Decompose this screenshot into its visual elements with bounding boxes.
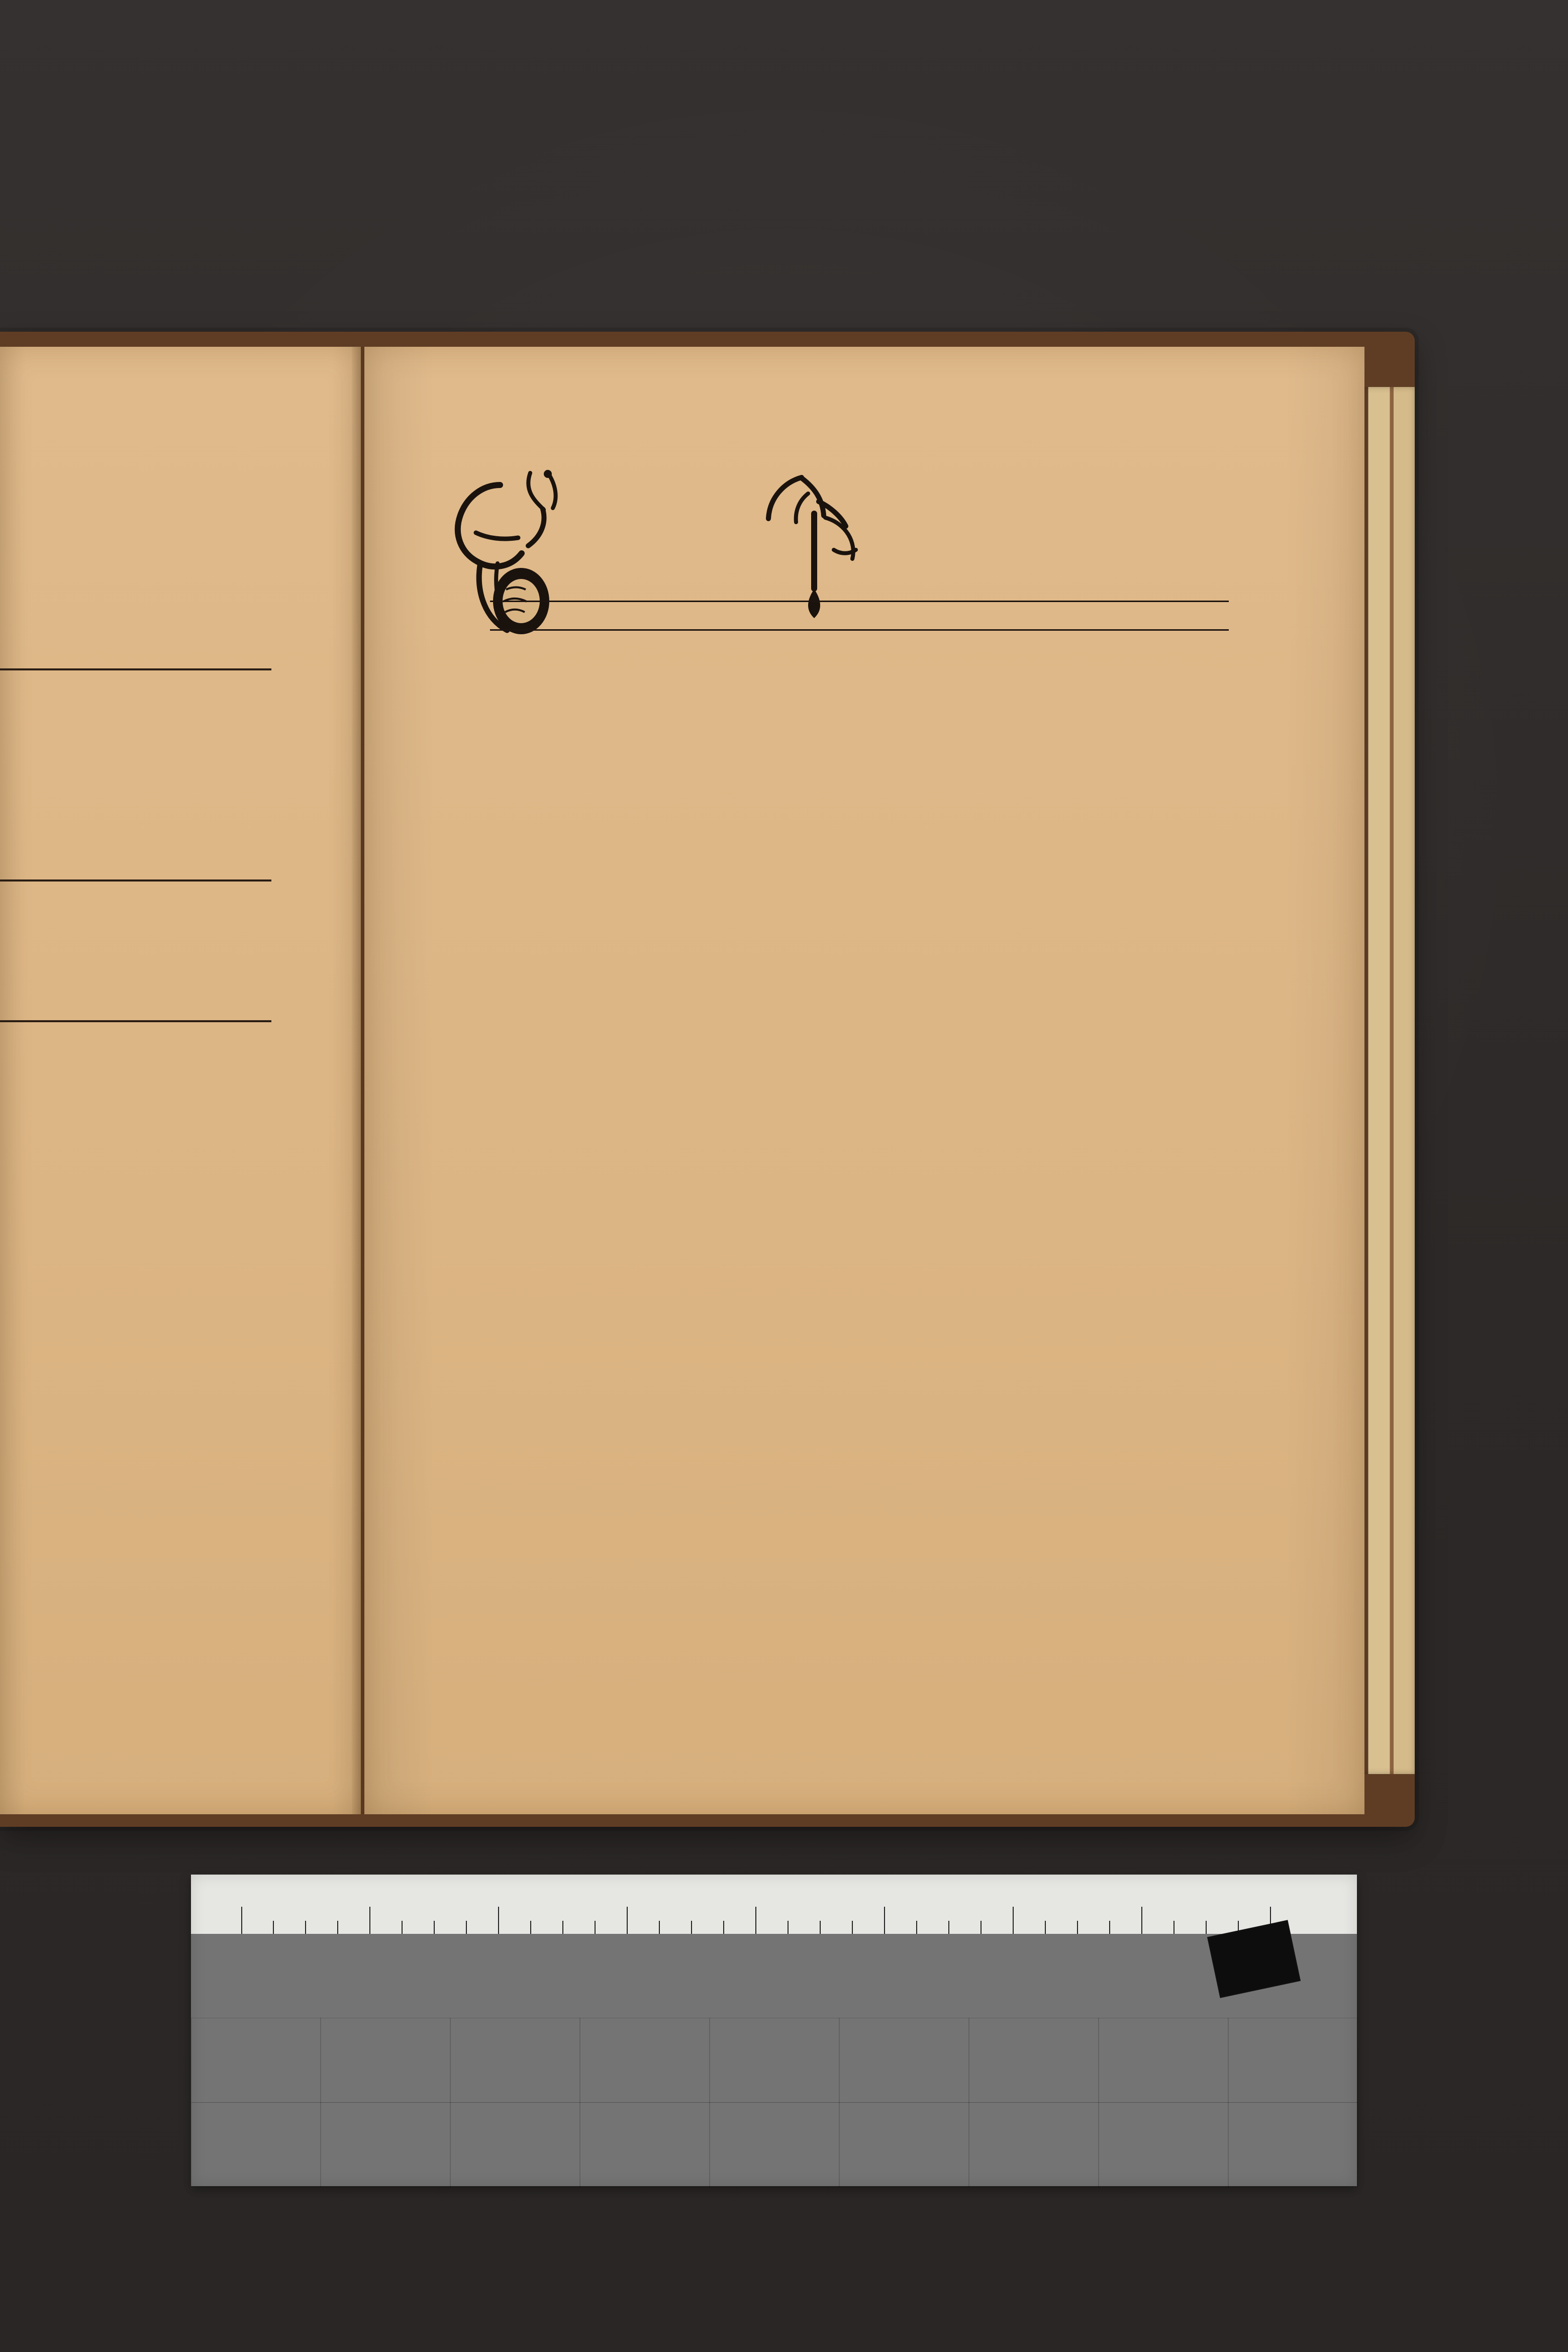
ruler-tick	[273, 1921, 274, 1934]
ruler-tick	[595, 1921, 596, 1934]
ruler-tick	[788, 1921, 789, 1934]
left-column	[475, 648, 847, 658]
swatch-bottom	[1098, 2102, 1229, 2187]
swatch-bottom	[191, 2102, 321, 2187]
ruler-tick	[402, 1921, 403, 1934]
swatch-top	[320, 2018, 451, 2103]
swatch-bottom	[320, 2102, 451, 2187]
ruler-tick	[369, 1907, 370, 1934]
ruler-tick	[723, 1921, 724, 1934]
ruler-tick	[691, 1921, 692, 1934]
swatch-top	[709, 2018, 840, 2103]
swatch-top	[579, 2018, 710, 2103]
swatch-top	[968, 2018, 1099, 2103]
swatch-bottom	[968, 2102, 1099, 2187]
info-bar	[490, 601, 1229, 631]
ruler-tick	[1077, 1921, 1078, 1934]
ruler-tick	[852, 1921, 853, 1934]
swatch-top	[839, 2018, 969, 2103]
ruler-tick	[1109, 1921, 1110, 1934]
swatch-top	[191, 2018, 321, 2103]
ruler-tick	[434, 1921, 435, 1934]
left-page-text	[0, 347, 361, 1814]
ruler-tick	[241, 1907, 242, 1934]
ruler-tick	[1045, 1921, 1046, 1934]
colour-chart	[191, 1875, 1357, 2186]
ruler-tick	[1141, 1907, 1142, 1934]
info-rule-top	[490, 601, 1229, 602]
ruler-tick	[1013, 1907, 1014, 1934]
swatch-top	[1098, 2018, 1229, 2103]
swatch-bottom	[839, 2102, 969, 2187]
ruler-tick	[1173, 1921, 1174, 1934]
ruler-tick	[659, 1921, 660, 1934]
ruler-tick	[562, 1921, 563, 1934]
ruler-tick	[755, 1907, 756, 1934]
swatch-bottom	[579, 2102, 710, 2187]
swatch-labels	[191, 1976, 1357, 2011]
masthead	[425, 460, 1304, 596]
swatch-bottom	[1228, 2102, 1358, 2187]
swatch-top	[1228, 2018, 1358, 2103]
swatch-top	[450, 2018, 580, 2103]
ruler-tick	[820, 1921, 821, 1934]
right-column	[864, 648, 1254, 658]
ruler-tick	[916, 1921, 917, 1934]
book-edge	[1359, 387, 1415, 1774]
ruler-tick	[627, 1907, 628, 1934]
swatch-bottom	[450, 2102, 580, 2187]
swatch-bottom	[709, 2102, 840, 2187]
ruler-tick	[981, 1921, 982, 1934]
left-rule	[0, 879, 271, 881]
swatches	[191, 2018, 1357, 2186]
ruler	[191, 1875, 1357, 1934]
ruler-tick	[466, 1921, 467, 1934]
left-rule	[0, 668, 271, 670]
ruler-tick	[884, 1907, 885, 1934]
ruler-tick	[948, 1921, 949, 1934]
ruler-tick	[305, 1921, 306, 1934]
ruler-tick	[1206, 1921, 1207, 1934]
ruler-tick	[530, 1921, 531, 1934]
right-page	[364, 347, 1364, 1814]
info-rule-bottom	[490, 629, 1229, 631]
left-page	[0, 347, 361, 1814]
ruler-tick	[337, 1921, 338, 1934]
ruler-tick	[498, 1907, 499, 1934]
left-rule	[0, 1020, 271, 1022]
